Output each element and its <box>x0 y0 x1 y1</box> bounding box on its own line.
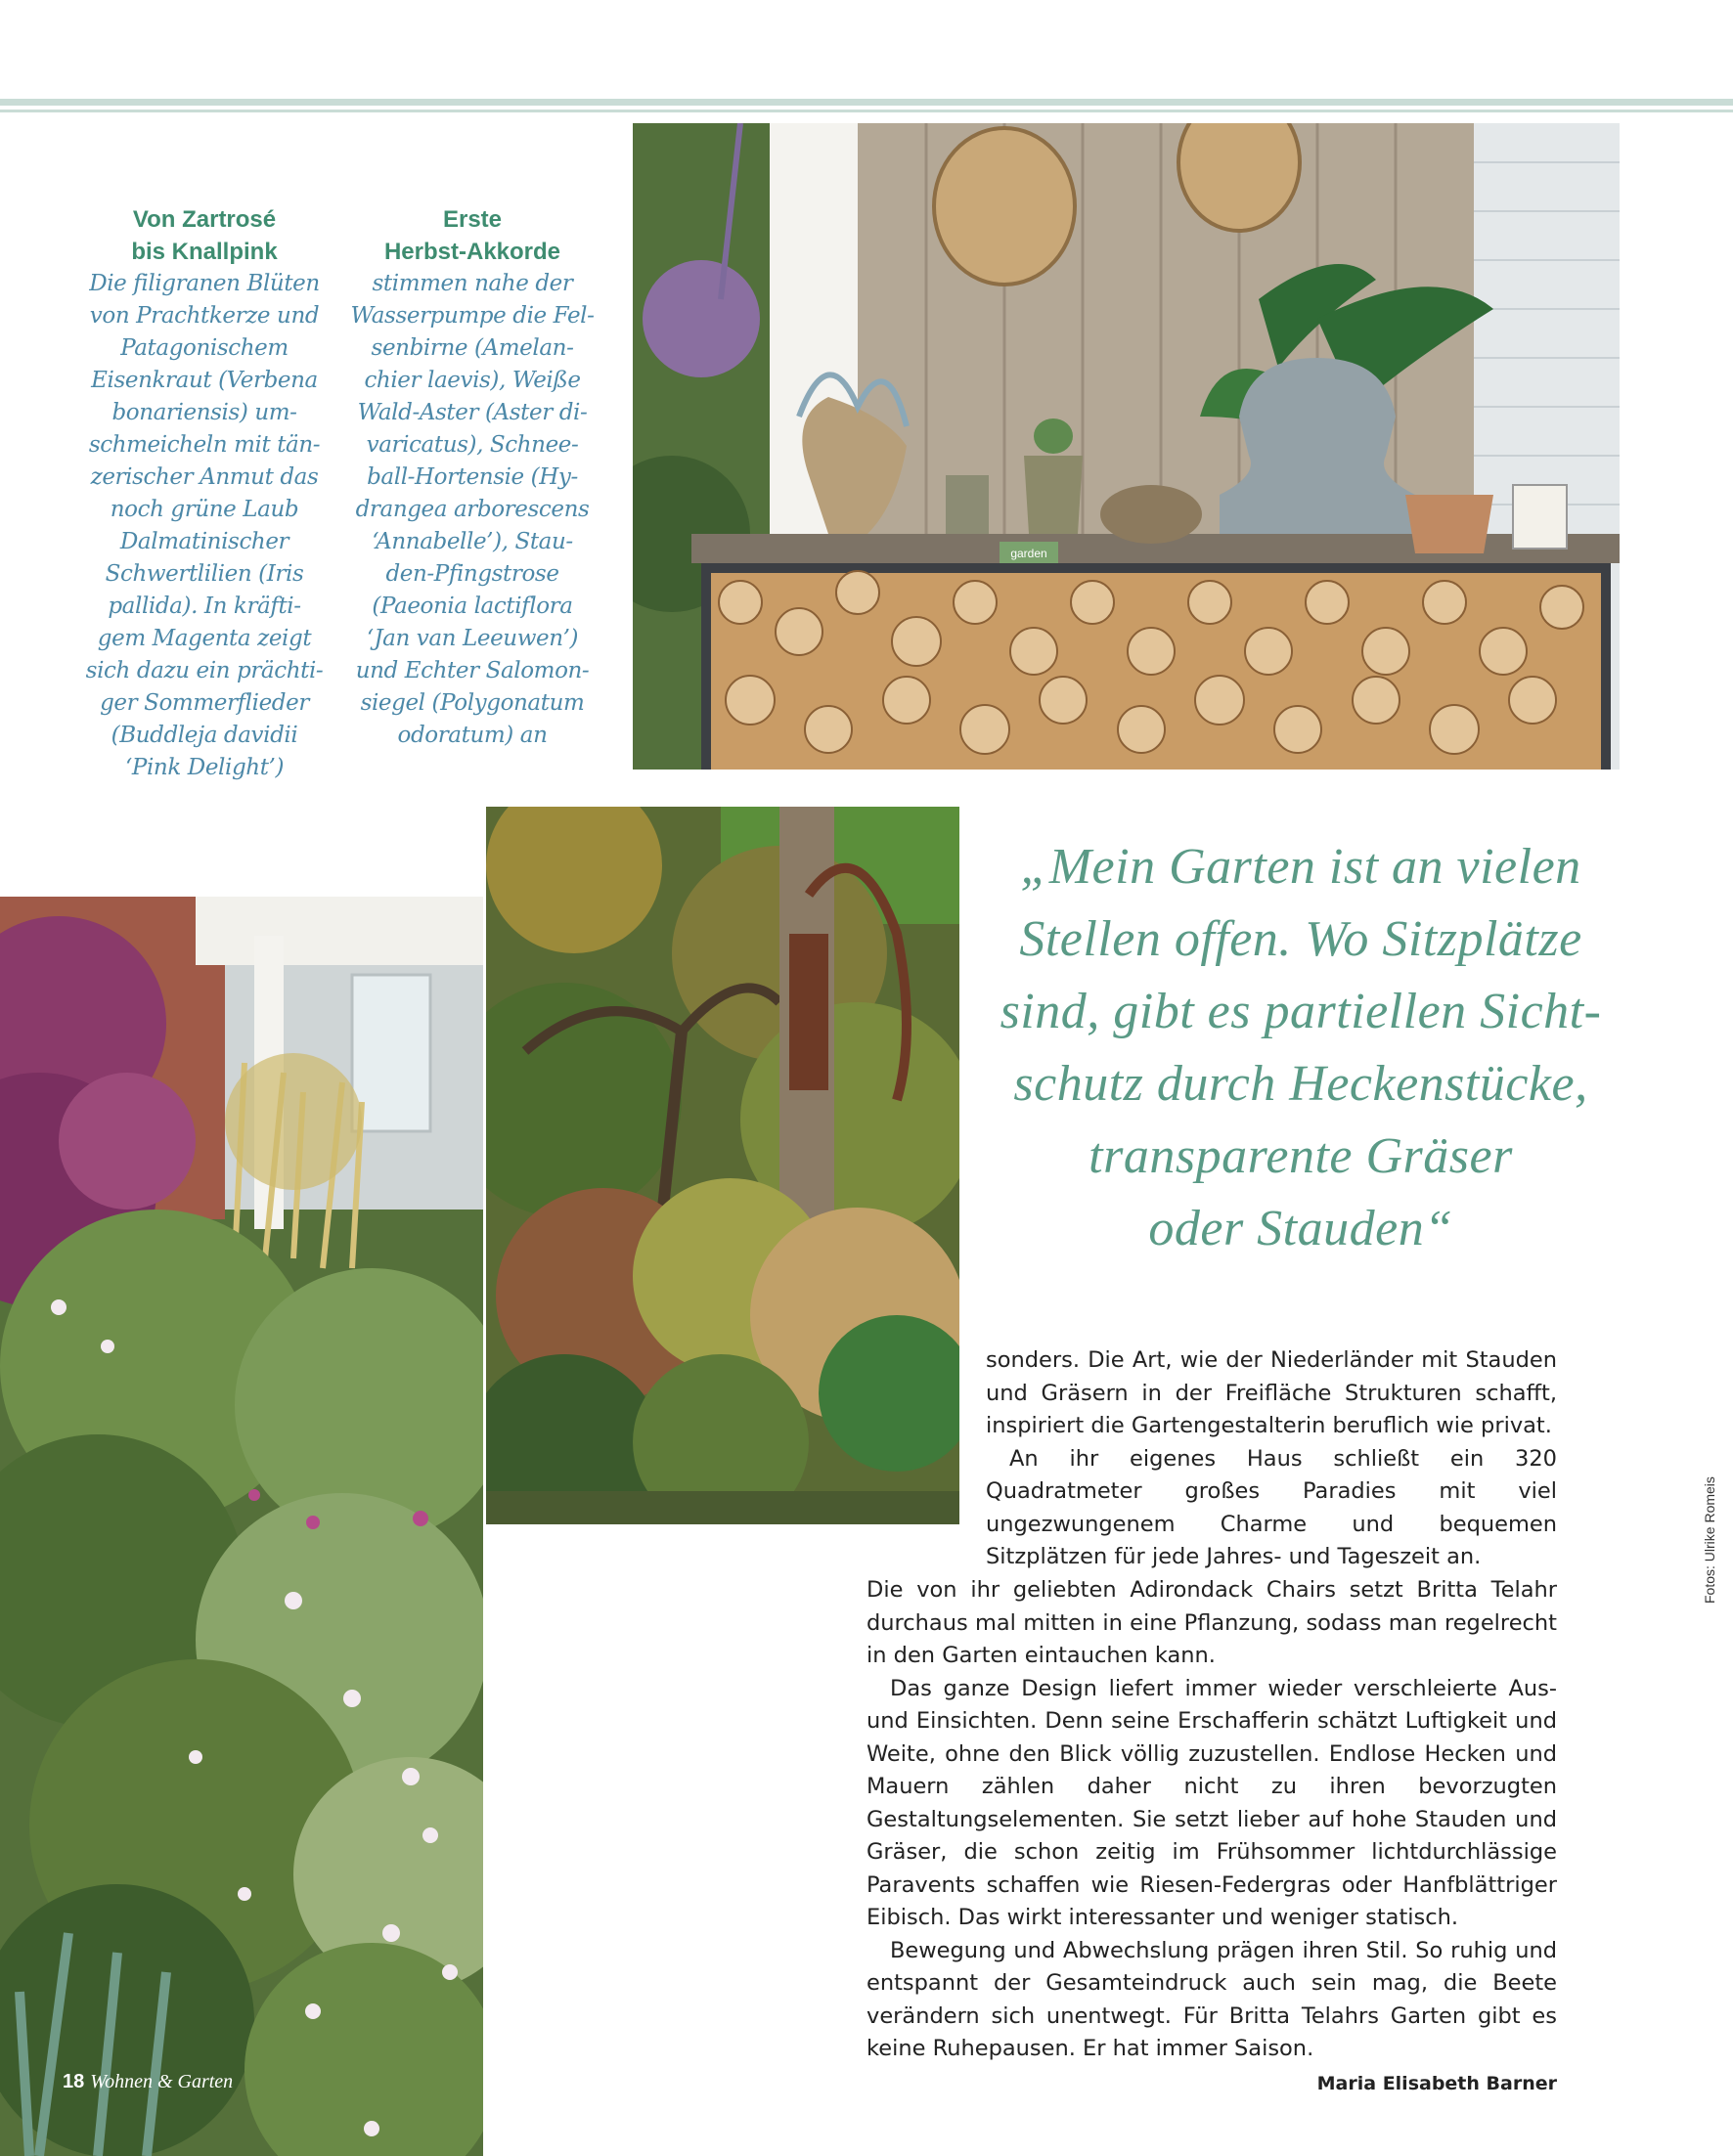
caption-pink <box>76 203 333 784</box>
page-footer <box>63 2071 233 2093</box>
caption-autumn <box>344 203 600 752</box>
paragraph-text: Bewegung und Abwechslung prägen ihren Stil. So ruhig und entspannt der Gesamteindruck auch sein mag, die Beete verändern sich unentwegt. Für Britta Telahrs Garten gibt es keine Ruhepausen. Er hat immer Saison. <box>866 1937 1557 2061</box>
paragraph: Die von ihr geliebten Adirondack Chairs setzt Britta Telahr durchaus mal mitten in eine Pflanzung, sodass man regelrecht in den Garten eintauchen kann. <box>866 1577 1557 1668</box>
article-body-narrow <box>986 1344 1557 1574</box>
paragraph: An ihr eigenes Haus schließt ein 320 Quadratmeter großes Paradies mit viel ungezwungenem Charme und bequemen Sitzplätzen für jede Jahres- und Tageszeit an. <box>986 1445 1557 1569</box>
author-byline: Maria Elisabeth Barner <box>1316 2072 1557 2094</box>
top-rule-thin <box>0 110 1733 112</box>
photo-credit: Fotos: Ulrike Romeis <box>1702 1476 1717 1604</box>
sign-text: garden <box>1010 547 1047 560</box>
caption-autumn-body: stimmen nahe der Wasserpumpe die Fel- senbirne (Amelan- chier laevis), Weiße Wald-Aster (Aster di- varicatus), Schnee- ball-Hortensie (Hy- drangea arborescens ‘Annabelle’), Stau- den-Pfingstrose (Paeonia lactiflora ‘Jan van Leeuwen’) und Echter Salomon- siegel (Polygonatum odoratum) an <box>350 271 595 748</box>
caption-autumn-title: Erste Herbst-Akkorde <box>383 206 561 265</box>
caption-pink-body: Die filigranen Blüten von Prachtkerze und Patagonischem Eisenkraut (Verbena bonariensis) um- schmeicheln mit tän- zerischer Anmut das noch grüne Laub Dalmatinischer Schwertlilien (Iris pallida). In kräfti- gem Magenta zeigt sich dazu ein prächti- ger Sommerflieder (Buddleja davidii ‘Pink Delight’) <box>85 271 324 780</box>
page-number: 18 <box>63 2071 85 2092</box>
article-body-wide <box>866 1574 1557 2100</box>
paragraph-last <box>866 1935 1557 2094</box>
caption-pink-title: Von Zartrosé bis Knallpink <box>131 206 278 265</box>
photo-water-pump <box>483 804 962 1527</box>
pull-quote: „Mein Garten ist an vielen Stellen offen. Wo Sitzplätze sind, gibt es partiellen Sicht- schutz durch Heckenstücke, transparente Gräser oder Stauden“ <box>1000 839 1602 1256</box>
photo-garden-border <box>0 897 483 2156</box>
paragraph: sonders. Die Art, wie der Niederländer mit Stauden und Gräsern in der Freifläche Strukturen schafft, inspiriert die Gartengestalterin beruflich wie privat. <box>986 1347 1557 1438</box>
photo-shelf-firewood <box>633 123 1620 770</box>
top-rule <box>0 99 1733 106</box>
magazine-name: Wohnen & Garten <box>90 2071 234 2092</box>
paragraph: Das ganze Design liefert immer wieder verschleierte Aus- und Einsichten. Denn seine Erschafferin schätzt Luftigkeit und Weite, ohne den Blick völlig zuzustellen. Endlose Hecken und Mauern zählen daher nicht zu ihren bevorzugten Gestaltungselementen. Sie setzt lieber auf hohe Stauden und Gräser, die schon zeitig im Frühsommer lichtdurchlässige Paravents schaffen wie Riesen-Federgras oder Hanfblättriger Eibisch. Das wirkt interessanter und weniger statisch. <box>866 1675 1557 1930</box>
